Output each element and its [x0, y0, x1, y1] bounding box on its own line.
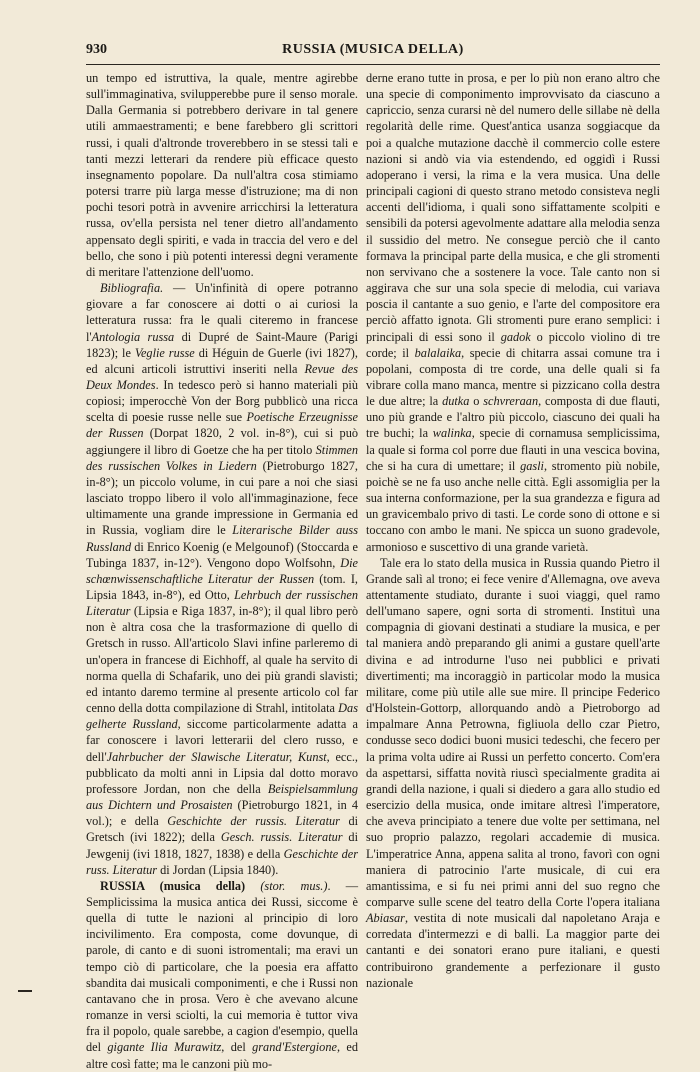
text-run: di Gretsch (ivi 1822); della [86, 814, 359, 845]
bibliography-label: Bibliografia. [100, 281, 164, 296]
cited-title: Antologia russa [91, 329, 175, 344]
left-column [86, 70, 359, 1071]
cited-title: Das gelherte Russland [86, 701, 358, 732]
text-run: , del [221, 1040, 253, 1055]
cited-title: Die schœnwissenschaftliche Literatur der Russen [86, 555, 358, 586]
instrument-name: walinka [432, 426, 472, 441]
text-run: , stromento più nobile, poichè se ne fa uso anche nelle città. Egli assomiglia per la sua interna conformazione, per la sua grandezza e figura ad un gravicembalo privo di tasti. Le corde sono di ottone e si toccano con ambo le mani. Ne spicca un suono gradevole, armonioso e suscettivo di una grande varietà. [366, 458, 660, 554]
cited-title: Lehrbuch der russischen Literatur [86, 588, 358, 619]
instrument-name: gasli [520, 458, 544, 473]
paragraph-history [366, 555, 660, 991]
cited-title: Geschichte der russis. Literatur [167, 814, 340, 829]
text-run: (Dorpat 1820, 2 vol. in-8°), cui si può aggiungere il libro di Goetze che ha per titolo [86, 426, 358, 457]
right-column [366, 70, 660, 1015]
opera-title: Abiasar [366, 911, 405, 926]
text-run: , siccome particolarmente adatta a far conoscere i lavori letterarii del clero russo, e dell' [86, 717, 358, 764]
cited-title: Jahrbucher der Slawische Literatur, Kunst [106, 749, 327, 764]
text-run: (Pietroburgo 1821, in 4 vol.); e della [86, 798, 358, 829]
text-run: Tale era lo stato della musica in Russia quando Pietro il Grande salì al trono; ei fece venire d'Allemagna, ove aveva attentamente studiato, durante i suoi viaggi, quel ramo dell'umano sapere, ogni sorta di stromenti. Instituì una compagnia di giovani destinati a studiare la musica, e per tal maniera andò preparando gli animi a gustare quell'arte divina e ad introdurne l'uso nei pubblici e privati divertimenti; ma incoraggiò in particolar modo la musica militare, come più utile alle sue mire. Il principe Federico d'Holstein-Gottorp, allorquando andò a Pietroborgo ad impalmare Anna Petrowna, figliuola dello czar Pietro, condusse seco dodici buoni musici tedeschi, che fecero per la prima volta udire ai Russi un perfetto concerto. Com'era da aspettarsi, siffatta novità riuscì specialmente gradita ai grandi della nazione, i quali si diedero a gara allo studio ed esercizio della musica, onde imitare altresì l'imperatore, che aveva principiato a tenere due volte per settimana, nel suo proprio palazzo, regolari accademie di musica. L'imperatrice Anna, appena salita al trono, favorì con ogni maniera di patrocinio l'arte musicale, di cui era amantissima, e si fu nei primi anni del suo regno che comparve sulle scene del teatro della Corte l'opera italiana [366, 555, 660, 909]
entry-heading: RUSSIA (musica della) [100, 878, 246, 893]
cited-title: Poetische Erzeugnisse der Russen [86, 410, 359, 441]
cited-title: Gesch. russis. Literatur [220, 830, 343, 845]
text-run: (Lipsia e Riga 1837, in-8°); il qual libro però non è altra cosa che la trasformazione di quello di Gretsch in russo. All'articolo Slavi infine parleremo di un'opera in francese di Eichhoff, al quale ha servito di norma quella di Schafarik, uno dei più grandi slavisti; ed intanto daremo termine al presente articolo col far cenno della dotta compilazione di Strahl, intitolata [86, 604, 358, 716]
text-run: (tom. I, Lipsia 1843, in-8°), ed Otto, [86, 571, 358, 602]
text-run: , ecc., pubblicato da molti anni in Lipsia dal dotto moravo professore Jordan, non che della [86, 749, 358, 796]
text-run: , specie di cornamusa semplicissima, la quale si forma col porre due flauti in una vescica bovina, che si ha cura di umettare; il [366, 426, 660, 473]
text-run: . — Semplicissima la musica antica dei Russi, siccome è quella di tutte le nazioni al principio di loro incivilimento. Era composta, come dovunque, di parole, di canto e di suoni istromentali; ma eravi un tempo ciò di particolare, che la poesia era affatto sbandita dai musicali componimenti, e che i Russi non cantavano che in prosa. Vero è che avevano alcune romanze in versi sciolti, la cui memoria è tuttor viva fra il popolo, quale sarebbe, a cagion d'esempio, quella del [86, 878, 359, 1055]
text-run: di Enrico Koenig (e Melgounof) (Stoccarda e Tubinga 1837, in-12°). Vengono dopo Wolfsohn, [86, 539, 358, 570]
instrument-name: balalaika [414, 345, 462, 360]
paragraph-bibliography [86, 280, 358, 878]
paragraph-intro: un tempo ed istruttiva, la quale, mentre agirebbe sull'immaginativa, svilupperebbe pure il senso morale. Dalla Germania si potrebbero derivare in tal genere utili ammaestramenti; e bene farebbero gli scrittori russi, i quali d'altronde troverebbero in se stessi tali e tanti mezzi letterari da rendere più efficace questo insegnamento popolare. Da null'altra cosa stimiamo potersi trarre più larga messe d'istruzione; ma di non pochi tesori potrà in avvenire arricchirsi la letteratura russa, ov'ella persista nel tener dietro all'andamento appensato degli spiriti, e vada in traccia del vero e del bello, che sono i più potenti interessi degni veramente di meritare l'attenzione dell'uomo. [86, 71, 358, 279]
paragraph-entry [86, 878, 358, 1072]
instrument-name: schvreraan [483, 394, 539, 409]
text-run: di Jordan (Lipsia 1840). [157, 862, 279, 877]
text-run: di Héguin de Guerle (ivi 1827), ed alcuni articoli istruttivi inseriti nella [86, 345, 358, 376]
cited-title: grand'Estergione [252, 1040, 337, 1055]
entry-tag: (stor. mus.) [245, 878, 328, 893]
paragraph-instruments [366, 70, 660, 555]
text-run: derne erano tutte in prosa, e per lo più non erano altro che una specie di componimento improvvisato da ciascuno a capriccio, senza curarsi nè del numero delle sillabe nè della regolarità delle rime. Quest'antica usanza soggiacque da poi a qualche mutazione dacchè il commercio colle estere nazioni si andò via via estendendo, ed oggidì i Russi adoperano i versi, la rima e la vera musica. Una delle principali cagioni di questo strano metodo consisteva negli accenti dell'idioma, i quali sono siffattamente scolpiti e sensibili da potersi agevolmente adattare alla melodia senza il sussidio del metro. Ne consegue perciò che il canto formava la principal parte della musica, e che gli stromenti non servivano che a sostenere la voce. Tale canto non si aggirava che sur una sola specie di melodia, cui variava poscia il cantante a suo genio, e l'arte del compositore era perciò affatto ignota. Gli stromenti pure erano semplici: i principali di essi sono il [366, 71, 660, 344]
cited-title: Geschichte der russ. Literatur [86, 846, 359, 877]
text-run: — Un'infinità di opere potranno giovare a far conoscere ai dotti o ai curiosi la letteratura russa: fra le quali citeremo in francese l' [86, 281, 358, 344]
cited-title: gigante Ilia Murawitz [107, 1040, 222, 1055]
running-title: RUSSIA (MUSICA DELLA) [282, 42, 464, 57]
text-run: o [469, 394, 484, 409]
text-run: (Pietroburgo 1827, in-8°); un piccolo volume, in cui pare a noi che siasi lasciato troppo libero il volo all'immaginazione, fece ultimamente una grande impressione in Germania ed in Russia, vogliam dire le [86, 458, 358, 538]
text-run: . In tedesco però si hanno materiali più copiosi; imperocchè Von der Borg pubblicò una ricca scelta di poesie russe nelle sue [86, 377, 358, 425]
text-run: , ed altre così fatte; ma le canzoni più mo- [86, 1040, 359, 1071]
text-run: o piccolo violino di tre corde; il [366, 329, 660, 360]
cited-title: Beispielsammlung aus Dichtern und Prosaisten [86, 781, 358, 813]
instrument-name: dutka [442, 394, 470, 409]
page-number: 930 [86, 42, 107, 57]
page-header [86, 42, 660, 64]
cited-title: Stimmen des russischen Volkes in Liedern [86, 442, 358, 473]
text-run: , composta di due flauti, uno più grande e l'altro più piccolo, ciascuno dei quali ha tre buchi; la [366, 394, 660, 441]
text-run: di Jewgenij (ivi 1818, 1827, 1838) e della [86, 830, 358, 861]
header-rule [86, 64, 660, 65]
instrument-name: gadok [500, 329, 531, 344]
text-run: , specie di chitarra assai comune tra i popolani, composta di tre corde, una delle quali si fa vibrare colla mano manca, mentre si pizzicano colla destra le due altre; la [366, 345, 660, 409]
margin-mark [18, 990, 32, 992]
cited-title: Literarische Bilder auss Russland [86, 523, 358, 554]
text-run: di Dupré de Saint-Maure (Parigi 1823); le [86, 329, 358, 360]
cited-title: Revue des Deux Mondes [86, 361, 358, 392]
text-run: , vestita di note musicali dal napoletano Araja e corredata d'intermezzi e di balli. La maggior parte dei cantanti e dei sonatori erano pure italiani, e questi contribuirono grandemente a perfezionare il gusto nazionale [366, 911, 660, 990]
cited-title: Veglie russe [134, 345, 195, 360]
